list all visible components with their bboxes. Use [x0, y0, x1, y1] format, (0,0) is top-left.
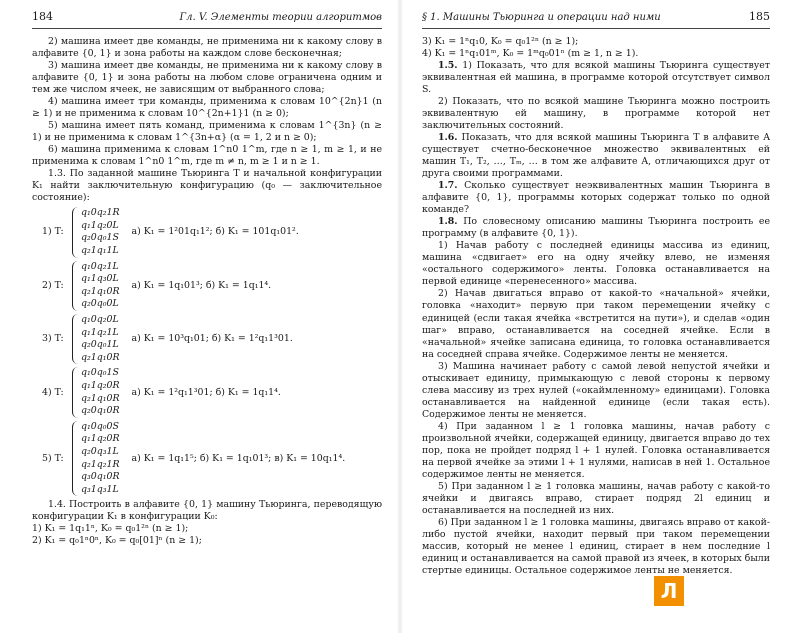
rule: q₁1q₂0R: [81, 433, 120, 445]
rule: q₂0q₁0R: [81, 405, 120, 417]
problem-1-8-item: 4) При заданном l ≥ 1 головка машины, начав работу с произвольной ячейки, содержащей единицу, двигается вправо до тех пор, пока не пройдет подряд l + 1 нулей. Головка останавливается на первой ячейке за этими l + 1 нулями, написав в ней 1. Остальное содержимое ленты не меняется.: [422, 420, 770, 480]
problem-number: 1.7.: [438, 180, 458, 192]
machine-rules: [81, 261, 120, 311]
problem-1-5-part-2: 2) Показать, что по всякой машине Тьюринга можно построить эквивалентную ей машину, в программе которой нет заключительных состояний.: [422, 95, 770, 132]
machine-2: [42, 261, 382, 311]
rule: q₁0q₂1L: [81, 260, 119, 272]
intro-line: 2) машина имеет две команды, не применима ни к какому слову в алфавите {0, 1} и зона работы на каждом слове бесконечная;: [32, 35, 382, 59]
intro-line: 5) машина имеет пять команд, применима к словам 1^{3n} (n ≥ 1) и не применима к словам 1^{3n+α} (α = 1, 2 и n ≥ 0);: [32, 120, 382, 144]
left-page-running-title: Гл. V. Элементы теории алгоритмов: [179, 12, 382, 23]
rule: q₂0q₀1S: [81, 232, 119, 244]
rule: q₂1q₁0R: [81, 285, 120, 297]
problem-1-4-item: 2) K₁ = q₀1ⁿ0ⁿ, K₀ = q₀[01]ⁿ (n ≥ 1);: [32, 535, 202, 547]
rule: q₁1q₂1L: [81, 326, 119, 338]
problem-1-3: 1.3. По заданной машине Тьюринга T и начальной конфигурации K₁ найти заключительную конфигурацию (q₀ — заключительное состояние):: [32, 168, 382, 204]
problem-1-7: [422, 180, 770, 216]
machine-1: [42, 207, 382, 257]
right-page-header: [422, 10, 770, 29]
machine-rules: [81, 421, 120, 497]
brace: [72, 421, 78, 497]
problem-1-8-item: 3) Машина начинает работу с самой левой непустой ячейки и отыскивает единицу, примыкающую с левой стороны к первому слева массиву из трех нулей («окаймленному» единицами). Головка останавливается на найденной единице (если такая есть). Содержимое ленты не меняется.: [422, 360, 770, 420]
machine-rules: [81, 207, 120, 257]
machine-configurations: а) K₁ = 1²01q₁1²; б) K₁ = 101q₁01².: [131, 226, 299, 238]
problem-1-6: [422, 132, 770, 180]
machine-4: [42, 367, 382, 417]
brace: [72, 314, 78, 364]
problem-number: 1.6.: [438, 132, 458, 144]
machine-configurations: а) K₁ = 1q₁1⁵; б) K₁ = 1q₁01³; в) K₁ = 10q₁1⁴.: [131, 452, 346, 464]
rule: q₂1q₁1L: [81, 245, 119, 257]
machine-configurations: а) K₁ = 1²q₁1³01; б) K₁ = 1q₁1⁴.: [131, 386, 281, 398]
problem-1-4-item: 3) K₁ = 1ⁿq₁0, K₀ = q₀1²ⁿ (n ≥ 1);: [422, 35, 579, 47]
problem-1-8-item: 6) При заданном l ≥ 1 головка машины, двигаясь вправо от какой-либо пустой ячейки, находит первый при таком перемещении массив, который не менее l единиц, стирает в нем последние l единиц и останавливается на самой правой из ячеек, в которых были стертые единицы. Остальное содержимое ленты не меняется.: [422, 517, 770, 577]
rule: q₃1q₃1L: [81, 483, 119, 495]
machine-label: 5) T:: [42, 452, 64, 464]
intro-line: 6) машина применима к словам 1^n0 1^m, где n ≥ 1, m ≥ 1, и не применима к словам 1^n0 1^m, где m ≠ n, m ≥ 1 и n ≥ 1.: [32, 144, 382, 168]
problem-1-8: [422, 216, 770, 240]
rule: q₂0q₀1L: [81, 339, 119, 351]
problem-1-8-item: 2) Начав двигаться вправо от какой-то «начальной» ячейки, головка «находит» первую при таком перемещении ячейку с единицей (если такая ячейка «встретится на пути»), и сделав «один шаг» вправо, останавливается на соседней ячейке. Если в «начальной» ячейке записана единица, то головка останавливается на соседней справа ячейке. Содержимое ленты не меняется.: [422, 288, 770, 360]
machine-label: 4) T:: [42, 386, 64, 398]
problem-1-8-item: 5) При заданном l ≥ 1 головка машины, начав работу с какой-то ячейки и двигаясь вправо, стирает подряд 2l единиц и останавливается на последней из них.: [422, 480, 770, 517]
brace: [72, 367, 78, 417]
publisher-logo: Л: [654, 576, 684, 606]
machine-configurations: а) K₁ = 1q₁01³; б) K₁ = 1q₁1⁴.: [131, 279, 272, 291]
problem-text: 1) Показать, что для всякой машины Тьюринга существует эквивалентная ей машина, в программе которой отсутствует символ S.: [422, 59, 770, 95]
problem-1-4-item: 1) K₁ = 1q₁1ⁿ, K₀ = q₀1²ⁿ (n ≥ 1);: [32, 523, 189, 535]
machine-5: [42, 421, 382, 497]
right-page: [400, 0, 800, 633]
machine-rules: [81, 367, 120, 417]
rule: q₃0q₁0R: [81, 471, 120, 483]
machine-configurations: а) K₁ = 10³q₁01; б) K₁ = 1²q₁1³01.: [131, 333, 293, 345]
left-page-number: 184: [32, 10, 53, 23]
rule: q₁0q₀0S: [81, 420, 119, 432]
brace: [72, 207, 78, 257]
machine-label: 2) T:: [42, 279, 64, 291]
rule: q₁0q₂0L: [81, 313, 119, 325]
right-page-running-title: § 1. Машины Тьюринга и операции над ними: [422, 12, 661, 23]
rule: q₁1q₂0R: [81, 379, 120, 391]
problem-number: 1.8.: [438, 216, 458, 228]
machine-rules: [81, 314, 120, 364]
problem-1-5: [422, 60, 770, 96]
machine-3: [42, 314, 382, 364]
intro-line: 4) машина имеет три команды, применима к словам 10^{2n}1 (n ≥ 1) и не применима к словам 10^{2n+1}1 (n ≥ 0);: [32, 95, 382, 119]
left-page-header: [32, 10, 382, 29]
rule: q₁0q₂1R: [81, 207, 120, 219]
problem-text: Сколько существует неэквивалентных машин Тьюринга в алфавите {0, 1}, программы которых содержат только по одной команде?: [422, 180, 770, 216]
rule: q₁1q₂0L: [81, 219, 119, 231]
rule: q₂1q₁0R: [81, 351, 120, 363]
right-page-number: 185: [749, 10, 770, 23]
problem-text: Показать, что для всякой машины Тьюринга T в алфавите A существует счетно-бесконечное множество эквивалентных ей машин T₁, T₂, …, Tₘ, … в том же алфавите A, отличающихся друг от друга своими программами.: [422, 132, 770, 180]
rule: q₂1q₁0R: [81, 392, 120, 404]
machine-label: 1) T:: [42, 226, 64, 238]
problem-text: По словесному описанию машины Тьюринга построить ее программу (в алфавите {0, 1}).: [422, 216, 771, 240]
problem-1-4: 1.4. Построить в алфавите {0, 1} машину Тьюринга, переводящую конфигурации K₁ в конфигурации K₀:: [32, 499, 382, 523]
intro-line: 3) машина имеет две команды, не применима ни к какому слову в алфавите {0, 1} и зона работы на любом слове ограничена одним и тем же числом ячеек, не зависящим от выбранного слова;: [32, 59, 382, 95]
rule: q₂1q₂1R: [81, 458, 120, 470]
rule: q₁1q₃0L: [81, 273, 119, 285]
machine-label: 3) T:: [42, 333, 64, 345]
problem-1-4-item: 4) K₁ = 1ⁿq₁01ᵐ, K₀ = 1ᵐq₀01ⁿ (m ≥ 1, n ≥ 1).: [422, 47, 639, 59]
problem-number: 1.5.: [438, 59, 458, 71]
rule: q₂0q₃1L: [81, 445, 119, 457]
brace: [72, 261, 78, 311]
rule: q₁0q₀1S: [81, 367, 119, 379]
problem-1-8-item: 1) Начав работу с последней единицы массива из единиц, машина «сдвигает» его на одну ячейку влево, не изменяя «остального содержимого» ленты. Головка останавливается на первой единице «перенесенного» массива.: [422, 240, 770, 288]
rule: q₂0q₀0L: [81, 298, 119, 310]
